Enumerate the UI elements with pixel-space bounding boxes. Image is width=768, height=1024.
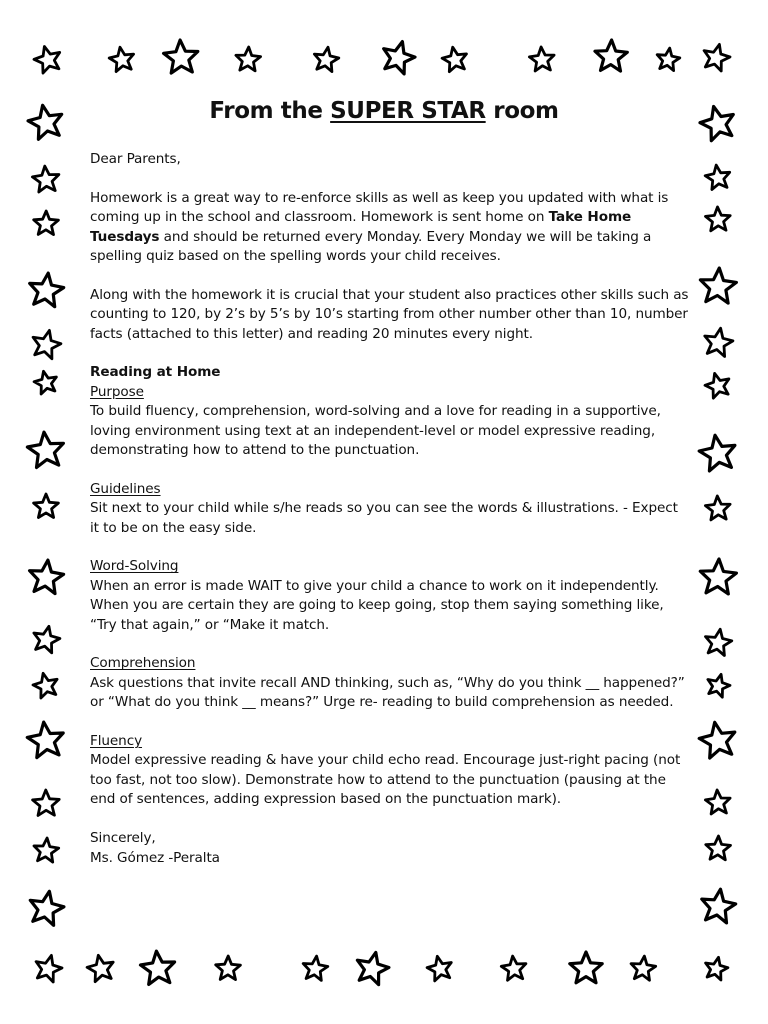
- letter-body: [90, 150, 690, 868]
- star-outline-icon: [700, 559, 736, 594]
- star-outline-icon: [705, 373, 729, 398]
- star-outline-icon: [357, 952, 389, 984]
- star-outline-icon: [427, 956, 451, 981]
- star-outline-icon: [706, 629, 732, 655]
- star-outline-icon: [303, 956, 328, 980]
- star-outline-icon: [34, 626, 60, 653]
- greeting: Dear Parents,: [90, 151, 181, 167]
- comprehension-text: Ask questions that invite recall AND thinking, such as, “Why do you think __ happened?” or “What do you think __ means?” Urge re- reading to build comprehension as needed.: [90, 674, 685, 711]
- star-outline-icon: [164, 40, 198, 73]
- star-outline-icon: [501, 956, 526, 980]
- star-outline-icon: [442, 47, 466, 71]
- signature: Ms. Gómez -Peralta: [90, 849, 220, 866]
- title-suffix: room: [485, 98, 559, 124]
- star-outline-icon: [216, 956, 241, 980]
- title-highlight: SUPER STAR: [330, 98, 486, 124]
- star-outline-icon: [314, 47, 338, 71]
- intro-paragraph: [90, 189, 690, 267]
- star-outline-icon: [33, 790, 60, 816]
- star-outline-icon: [87, 955, 113, 981]
- star-outline-icon: [705, 165, 730, 189]
- page-title: [0, 96, 768, 126]
- star-outline-icon: [706, 957, 728, 980]
- reading-heading-text: Reading at Home: [90, 364, 221, 381]
- star-outline-icon: [36, 955, 62, 982]
- word-solving-text: When an error is made WAIT to give your child a chance to work on it independently. When you are certain they are going to keep going, stop them saying something like, “Try that again,” or “Make it match.: [90, 577, 664, 633]
- intro-part1: Homework is a great way to re-enforce skills as well as keep you updated with what is coming up in the school and classroom. Homework is sent home on: [90, 189, 669, 226]
- star-outline-icon: [706, 207, 731, 231]
- star-outline-icon: [529, 47, 554, 71]
- star-outline-icon: [30, 560, 64, 594]
- fluency-text: Model expressive reading & have your child echo read. Encourage just-right pacing (not too fast, not too slow). Demonstrate how to attend to the punctuation (pausing at the end of sentences, adding expression based on the punctuation mark).: [90, 752, 681, 808]
- guidelines-heading: Guidelines: [90, 480, 161, 497]
- star-outline-icon: [708, 674, 730, 697]
- closing: Sincerely,: [90, 830, 156, 847]
- comprehension-heading: Comprehension: [90, 655, 196, 672]
- word-solving-heading: Word-Solving: [90, 558, 179, 575]
- fluency-heading: Fluency: [90, 733, 143, 750]
- purpose-heading: Purpose: [90, 383, 144, 400]
- star-outline-icon: [109, 47, 133, 71]
- star-outline-icon: [631, 956, 656, 980]
- star-outline-icon: [33, 330, 61, 358]
- star-outline-icon: [705, 790, 730, 814]
- star-outline-icon: [30, 891, 64, 925]
- star-outline-icon: [699, 722, 735, 758]
- skills-paragraph: Along with the homework it is crucial that your student also practices other skills such as counting to 120, by 2’s by 5’s by 10’s starting from other number other than 10, number facts (attached to this letter) and reading 20 minutes every night.: [90, 286, 689, 342]
- star-outline-icon: [699, 435, 735, 471]
- star-outline-icon: [27, 432, 63, 467]
- star-outline-icon: [705, 496, 730, 520]
- reading-heading: [90, 363, 690, 382]
- star-outline-icon: [33, 673, 57, 698]
- star-outline-icon: [34, 494, 59, 518]
- star-outline-icon: [34, 47, 60, 74]
- intro-part2: and should be returned every Monday. Every Monday we will be taking a spelling quiz based on the spelling words your child receives.: [90, 228, 652, 265]
- star-outline-icon: [32, 166, 59, 192]
- star-outline-icon: [706, 836, 731, 860]
- star-outline-icon: [236, 47, 261, 71]
- star-outline-icon: [705, 328, 733, 356]
- star-outline-icon: [34, 371, 56, 394]
- star-outline-icon: [34, 211, 59, 235]
- star-outline-icon: [141, 951, 175, 984]
- guidelines-text: Sit next to your child while s/he reads so you can see the words & illustrations. - Expect it to be on the easy side.: [90, 500, 678, 536]
- star-outline-icon: [702, 889, 736, 923]
- star-outline-icon: [30, 273, 64, 307]
- star-outline-icon: [27, 722, 63, 758]
- star-outline-icon: [595, 40, 627, 71]
- star-outline-icon: [384, 42, 415, 74]
- star-outline-icon: [34, 838, 59, 862]
- star-outline-icon: [657, 48, 680, 71]
- purpose-text: To build fluency, comprehension, word-solving and a love for reading in a supportive, loving environment using text at an independent-level or model expressive reading, demonstrating how to attend to the punctuation.: [90, 403, 661, 459]
- intro-bold: Take Home Tuesdays: [90, 209, 632, 245]
- title-prefix: From the: [209, 98, 331, 124]
- star-outline-icon: [570, 952, 602, 983]
- star-outline-icon: [700, 268, 736, 303]
- star-outline-icon: [704, 44, 730, 71]
